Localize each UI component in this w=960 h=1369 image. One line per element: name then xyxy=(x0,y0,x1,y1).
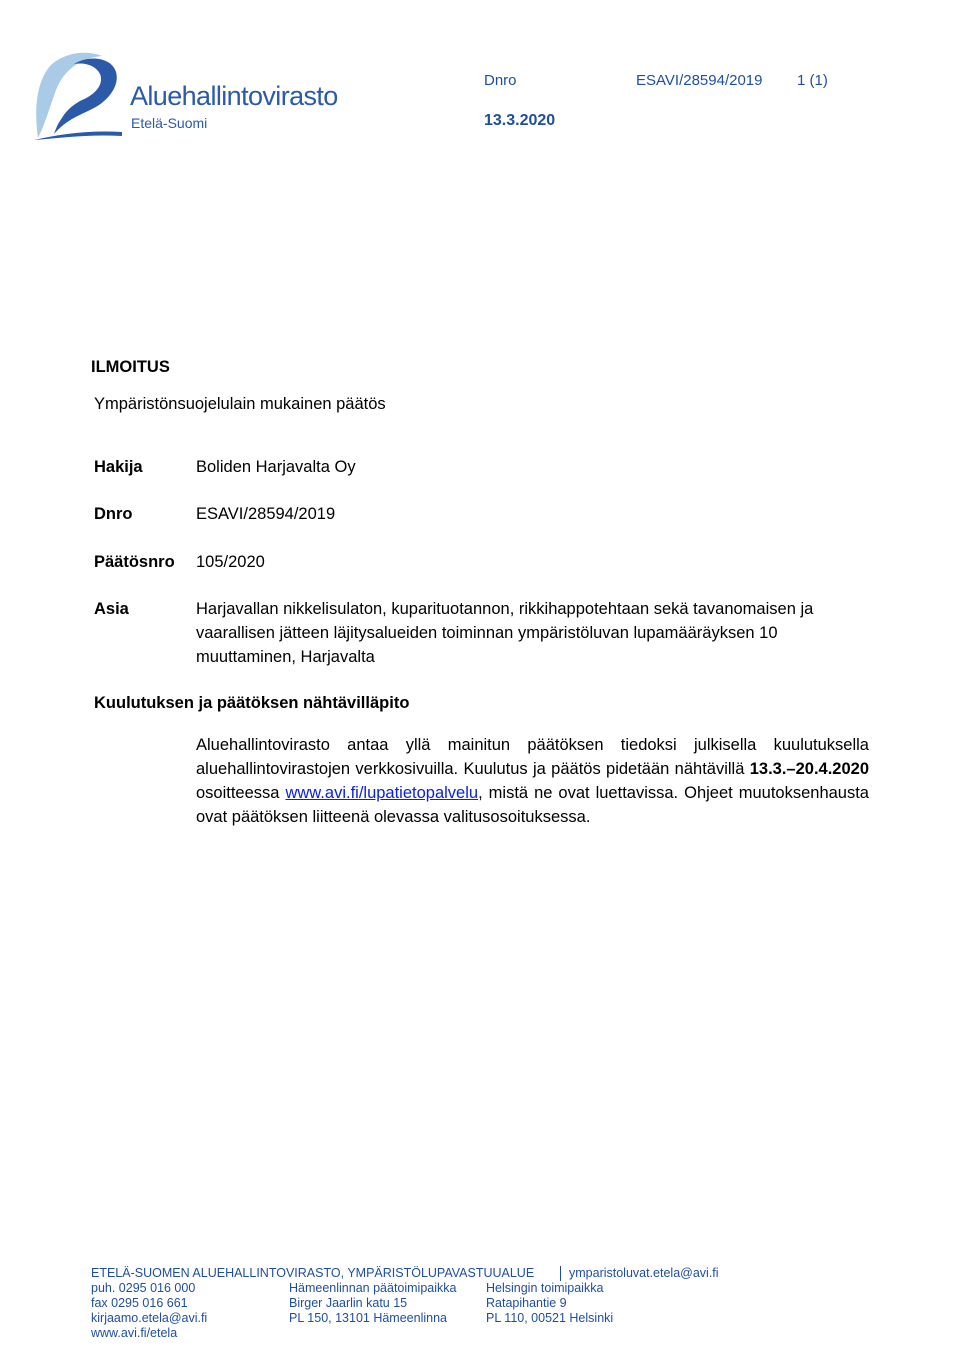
org-name: Aluehallintovirasto xyxy=(130,81,338,111)
field-label-hakija: Hakija xyxy=(94,458,143,476)
doc-title: ILMOITUS xyxy=(91,358,170,376)
header-page-number: 1 (1) xyxy=(797,72,828,89)
field-value-asia-line2: vaarallisen jätteen läjitysalueiden toiminnan ympäristöluvan lupamääräyksen 10 xyxy=(196,624,778,642)
paragraph-text-1: Aluehallintovirasto antaa yllä mainitun päätöksen tiedoksi julkisella kuulutuksella aluehallintovirastojen verkkosivuilla. Kuulutus ja päätös pidetään nähtävillä xyxy=(196,736,869,778)
doc-subtitle: Ympäristönsuojelulain mukainen päätös xyxy=(94,395,386,413)
footer-hameenlinna-title: Hämeenlinnan päätoimipaikka xyxy=(289,1281,457,1295)
footer-helsinki-street: Ratapihantie 9 xyxy=(486,1296,567,1310)
footer-hameenlinna-street: Birger Jaarlin katu 15 xyxy=(289,1296,408,1310)
footer-helsinki-po: PL 110, 00521 Helsinki xyxy=(486,1311,614,1325)
footer-hameenlinna-po: PL 150, 13101 Hämeenlinna xyxy=(289,1311,447,1325)
footer-helsinki-title: Helsingin toimipaikka xyxy=(486,1281,604,1295)
footer-phone: puh. 0295 016 000 xyxy=(91,1281,196,1295)
footer-website: www.avi.fi/etela xyxy=(91,1326,178,1340)
avi-logo-icon xyxy=(30,50,122,142)
footer-org-line: ETELÄ-SUOMEN ALUEHALLINTOVIRASTO, YMPÄRISTÖLUPAVASTUUALUE xyxy=(91,1266,535,1280)
field-label-paatosnro: Päätösnro xyxy=(94,553,175,571)
header-dnro-label: Dnro xyxy=(484,72,517,89)
footer-fax: fax 0295 016 661 xyxy=(91,1296,188,1310)
field-value-asia-line3: muuttaminen, Harjavalta xyxy=(196,648,375,666)
field-value-dnro: ESAVI/28594/2019 xyxy=(196,505,336,523)
field-label-dnro: Dnro xyxy=(94,505,133,523)
paragraph-text-3: , mistä ne ovat luettavissa. Ohjeet muutoksenhausta ovat päätöksen liitteenä olevassa valitusosoituksessa. xyxy=(196,784,869,826)
header-dnro-value: ESAVI/28594/2019 xyxy=(636,72,763,89)
field-value-paatosnro: 105/2020 xyxy=(196,553,265,571)
section-heading: Kuulutuksen ja päätöksen nähtävilläpito xyxy=(94,694,410,712)
org-region: Etelä-Suomi xyxy=(131,115,208,131)
field-label-asia: Asia xyxy=(94,600,129,618)
footer-registry-email: kirjaamo.etela@avi.fi xyxy=(91,1311,208,1325)
paragraph-text-2: osoitteessa xyxy=(196,784,286,802)
footer-separator xyxy=(560,1266,561,1281)
paragraph-date-range: 13.3.–20.4.2020 xyxy=(749,760,869,778)
lupatietopalvelu-link[interactable]: www.avi.fi/lupatietopalvelu xyxy=(285,784,479,802)
notice-paragraph xyxy=(196,733,869,829)
field-value-asia-line1: Harjavallan nikkelisulaton, kuparituotannon, rikkihappotehtaan sekä tavanomaisen ja xyxy=(196,600,814,618)
header-date: 13.3.2020 xyxy=(484,112,556,129)
field-value-hakija: Boliden Harjavalta Oy xyxy=(196,458,356,476)
footer-email: ymparistoluvat.etela@avi.fi xyxy=(569,1266,719,1280)
